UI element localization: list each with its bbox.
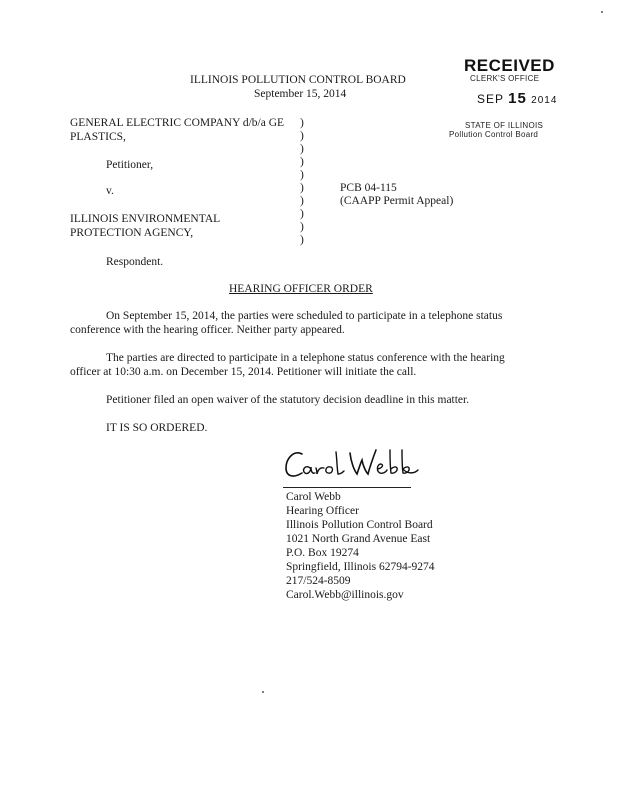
signer-address-2: P.O. Box 19274 — [286, 547, 359, 559]
scan-speck — [262, 691, 264, 693]
paragraph-1-line2: conference with the hearing officer. Neither party appeared. — [70, 324, 345, 336]
paren: ) — [300, 195, 304, 207]
paren: ) — [300, 221, 304, 233]
paragraph-2-line2: officer at 10:30 a.m. on December 15, 2014. Petitioner will initiate the call. — [70, 366, 417, 378]
paren: ) — [300, 169, 304, 181]
order-title: HEARING OFFICER ORDER — [229, 283, 373, 295]
paren: ) — [300, 182, 304, 194]
petitioner-role: Petitioner, — [106, 159, 154, 171]
stamp-state: STATE OF ILLINOIS — [465, 121, 544, 130]
stamp-received: RECEIVED — [464, 56, 555, 75]
paren: ) — [300, 117, 304, 129]
handwritten-signature — [280, 440, 430, 490]
signer-name: Carol Webb — [286, 491, 341, 503]
paren: ) — [300, 208, 304, 220]
paren: ) — [300, 156, 304, 168]
signature-line — [283, 487, 411, 488]
versus: v. — [106, 185, 114, 197]
paragraph-3: Petitioner filed an open waiver of the statutory decision deadline in this matter. — [106, 394, 470, 406]
paragraph-1-line1: On September 15, 2014, the parties were scheduled to participate in a telephone status — [106, 310, 503, 322]
stamp-date — [477, 90, 557, 107]
paragraph-2-line1: The parties are directed to participate in a telephone status conference with the hearing — [106, 352, 505, 364]
case-number: PCB 04-115 — [340, 182, 397, 194]
respondent-role: Respondent. — [106, 256, 164, 268]
order-date: September 15, 2014 — [254, 88, 347, 100]
paren: ) — [300, 234, 304, 246]
scan-speck — [601, 11, 603, 13]
signer-city: Springfield, Illinois 62794-9274 — [286, 561, 435, 573]
respondent-name-line1: ILLINOIS ENVIRONMENTAL — [70, 213, 221, 225]
signer-title: Hearing Officer — [286, 505, 359, 517]
signer-address-1: 1021 North Grand Avenue East — [286, 533, 431, 545]
respondent-name-line2: PROTECTION AGENCY, — [70, 227, 194, 239]
paren: ) — [300, 143, 304, 155]
signer-email: Carol.Webb@illinois.gov — [286, 589, 404, 601]
stamp-year: 2014 — [531, 95, 558, 106]
stamp-month: SEP — [477, 92, 504, 106]
signer-organization: Illinois Pollution Control Board — [286, 519, 433, 531]
stamp-day: 15 — [508, 90, 527, 107]
paren: ) — [300, 130, 304, 142]
stamp-office: CLERK'S OFFICE — [470, 74, 540, 83]
signer-phone: 217/524-8509 — [286, 575, 351, 587]
stamp-board: Pollution Control Board — [449, 130, 539, 139]
petitioner-name-line2: PLASTICS, — [70, 131, 126, 143]
board-name: ILLINOIS POLLUTION CONTROL BOARD — [190, 74, 406, 86]
closing-line: IT IS SO ORDERED. — [106, 422, 208, 434]
case-type: (CAAPP Permit Appeal) — [340, 195, 454, 207]
petitioner-name-line1: GENERAL ELECTRIC COMPANY d/b/a GE — [70, 117, 285, 129]
